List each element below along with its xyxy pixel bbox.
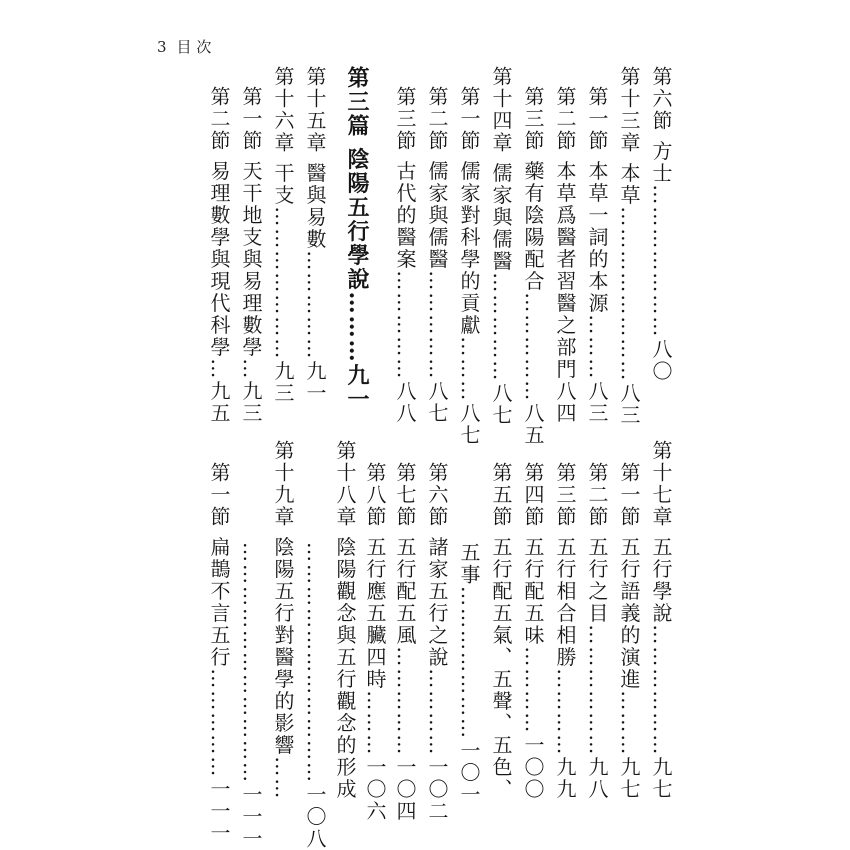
toc-entry bbox=[488, 66, 514, 426]
toc-entry bbox=[238, 86, 264, 424]
toc-entry-text: 第十五章 醫與易數……………九一 bbox=[303, 66, 327, 405]
toc-entry bbox=[206, 86, 232, 424]
toc-entry bbox=[332, 440, 358, 800]
toc-entry-continuation bbox=[238, 542, 264, 850]
toc-entry-text: 第二節 本草爲醫者習醫之部門八四 bbox=[553, 86, 577, 425]
toc-entry-text: 第十七章 五行學說………………九七 bbox=[649, 440, 673, 801]
toc-entry-text: ……………………………一〇八 bbox=[303, 542, 327, 850]
toc-entry-text: 第三篇 陰陽五行學說………九一 bbox=[344, 66, 370, 412]
toc-entry-text: 第十四章 儒家與儒醫……………八七 bbox=[489, 66, 513, 427]
toc-entry bbox=[392, 462, 418, 822]
toc-entry bbox=[424, 86, 450, 424]
toc-entry-text: 第三節 五行相合相勝…………九九 bbox=[553, 462, 577, 801]
toc-entry-text: 第三節 古代的醫案……………八八 bbox=[393, 86, 417, 425]
toc-entry bbox=[270, 440, 296, 800]
toc-entry bbox=[520, 462, 546, 800]
page-number: 3 bbox=[157, 38, 167, 56]
toc-entry-text: 第十六章 干支…………………九三 bbox=[271, 66, 295, 405]
toc-entry-text: 第七節 五行配五風……………一〇四 bbox=[393, 462, 417, 823]
toc-entry-text: ……………………………一一一 bbox=[239, 542, 263, 850]
toc-entry-text: 第一節 五行語義的演進………九七 bbox=[617, 462, 641, 801]
toc-entry-text: 第八節 五行應五臟四時………一〇六 bbox=[363, 462, 387, 823]
toc-entry-text: 第三節 藥有陰陽配合……………八五 bbox=[521, 86, 545, 447]
toc-entry-text: 第十八章 陰陽觀念與五行觀念的形成 bbox=[333, 440, 357, 801]
toc-entry-text: 第二節 易理數學與現代科學…九五 bbox=[207, 86, 231, 425]
toc-entry bbox=[424, 462, 450, 822]
toc-entry-text: 第一節 本草一詞的本源………八三 bbox=[585, 86, 609, 425]
toc-entry bbox=[520, 86, 546, 446]
page-header bbox=[157, 36, 211, 57]
toc-entry bbox=[206, 462, 232, 844]
toc-part-heading bbox=[344, 66, 370, 412]
toc-entry bbox=[552, 86, 578, 424]
toc-entry bbox=[302, 66, 328, 404]
toc-entry bbox=[456, 86, 482, 446]
toc-entry-text: 第二節 儒家與儒醫……………八七 bbox=[425, 86, 449, 425]
toc-entry bbox=[552, 462, 578, 800]
toc-entry bbox=[616, 66, 642, 426]
toc-entry-text: 第一節 扁鵲不言五行……………一一一 bbox=[207, 462, 231, 845]
toc-entry bbox=[270, 66, 296, 404]
toc-entry bbox=[362, 462, 388, 822]
toc-entry-text: 第一節 儒家對科學的貢獻………八七 bbox=[457, 86, 481, 447]
toc-entry-continuation bbox=[456, 542, 482, 806]
page-header-title: 目 次 bbox=[176, 38, 212, 56]
toc-entry bbox=[584, 462, 610, 800]
toc-entry bbox=[584, 86, 610, 424]
toc-entry bbox=[648, 66, 674, 382]
toc-entry-text: 第五節 五行配五氣、五聲、五色、 bbox=[489, 462, 513, 801]
toc-entry-text: 第四節 五行配五味…………一〇〇 bbox=[521, 462, 545, 801]
toc-entry bbox=[616, 462, 642, 800]
toc-entry bbox=[488, 462, 514, 800]
toc-entry bbox=[648, 440, 674, 800]
toc-entry-text: 第六節 諸家五行之說…………一〇二 bbox=[425, 462, 449, 823]
toc-entry-text: 第二節 五行之目………………九八 bbox=[585, 462, 609, 801]
toc-entry-text: 第一節 天干地支與易理數學…九三 bbox=[239, 86, 263, 425]
toc-entry-text: 五事…………………一〇一 bbox=[457, 542, 481, 806]
toc-entry-text: 第六節 方士…………………八〇 bbox=[649, 66, 673, 383]
toc-entry-continuation bbox=[302, 542, 328, 850]
toc-entry bbox=[392, 86, 418, 424]
toc-entry-text: 第十三章 本草……………………八三 bbox=[617, 66, 641, 427]
toc-entry-text: 第十九章 陰陽五行對醫學的影響…… bbox=[271, 440, 295, 801]
